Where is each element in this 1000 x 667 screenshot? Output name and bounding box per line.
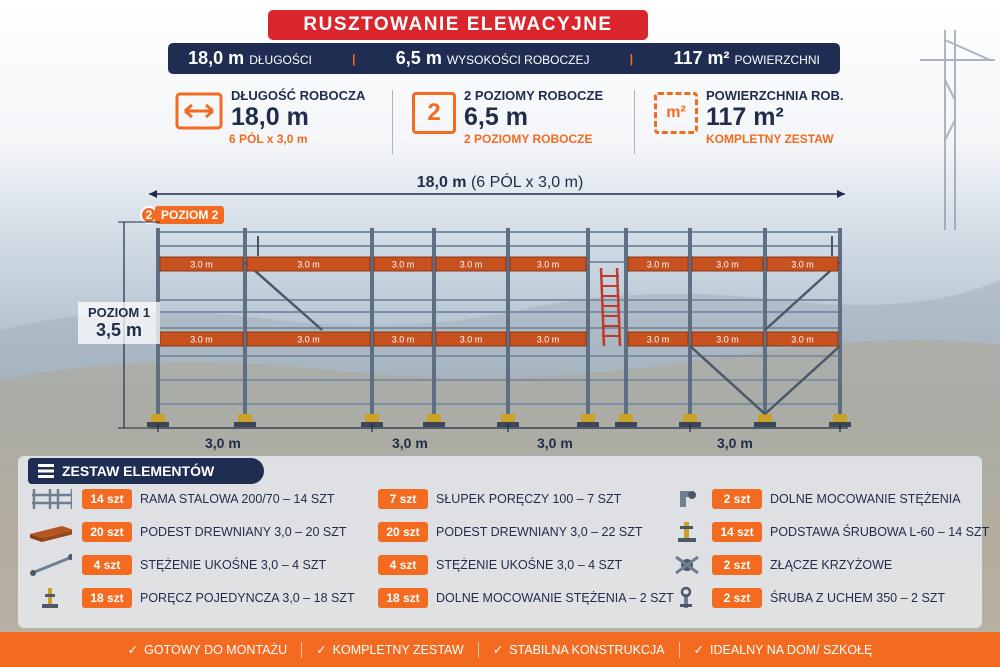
item-text: DOLNE MOCOWANIE STĘŻENIA – 2 SZT <box>436 591 674 605</box>
elements-col-3 <box>672 487 989 610</box>
base-jack <box>365 414 379 422</box>
footer-text: STABILNA KONSTRUKCJA <box>509 642 665 657</box>
list-item <box>28 553 355 577</box>
frame-icon <box>28 487 72 511</box>
plank-label: 3.0 m <box>716 259 739 270</box>
total-dim-sub: (6 PÓL x 3,0 m) <box>470 174 584 191</box>
item-text: ŚRUBA Z UCHEM 350 – 2 SZT <box>770 591 946 605</box>
list-item <box>28 586 355 610</box>
base-jack <box>683 414 697 422</box>
qty-badge: 7 szt <box>378 489 428 509</box>
base-jack <box>758 414 772 422</box>
level1-tag <box>78 302 160 344</box>
qty-badge: 4 szt <box>378 555 428 575</box>
base-jack <box>427 414 441 422</box>
footer-item <box>680 642 887 657</box>
length-label: DŁUGOŚCI <box>249 53 312 67</box>
height-label: WYSOKOŚCI ROBOCZEJ <box>446 53 590 67</box>
length-value: 18,0 m <box>188 48 245 68</box>
brace-icon <box>28 553 72 577</box>
check-icon: ✓ <box>127 643 139 657</box>
list-item <box>672 487 989 511</box>
check-icon: ✓ <box>316 643 327 657</box>
item-text: PORĘCZ POJEDYNCZA 3,0 – 18 SZT <box>140 591 355 605</box>
footer-bar <box>0 632 1000 667</box>
item-text: RAMA STALOWA 200/70 – 14 SZT <box>140 492 335 506</box>
plank-label: 3.0 m <box>297 334 320 345</box>
list-item <box>378 520 674 544</box>
plank-label: 3.0 m <box>459 334 483 345</box>
plank-label: 3.0 m <box>297 259 320 270</box>
base-jack <box>833 414 847 422</box>
bay-dimension: 3,0 m <box>717 435 753 451</box>
diagonal-brace <box>245 259 322 330</box>
item-text: PODEST DREWNIANY 3,0 – 22 SZT <box>436 525 643 539</box>
bay-dimension: 3,0 m <box>537 435 573 451</box>
stat-value: 18,0 m <box>231 103 309 131</box>
base-jack <box>151 414 165 422</box>
list-icon <box>38 464 54 478</box>
list-item <box>378 553 674 577</box>
qty-badge: 2 szt <box>712 489 762 509</box>
stat-value: 6,5 m <box>464 103 528 131</box>
plank-label: 3.0 m <box>646 334 670 345</box>
base-jack-icon <box>672 520 702 544</box>
area-value: 117 m² <box>673 48 730 68</box>
item-text: DOLNE MOCOWANIE STĘŻENIA <box>770 492 961 506</box>
stat-sub: 6 PÓL x 3,0 m <box>229 132 308 146</box>
qty-badge: 18 szt <box>82 588 132 608</box>
plank-label: 3.0 m <box>791 334 814 345</box>
stat-label: POWIERZCHNIA ROB. <box>706 88 844 103</box>
base-plate <box>234 422 256 427</box>
total-dim-value: 18,0 m <box>416 174 467 191</box>
qty-badge: 14 szt <box>712 522 762 542</box>
qty-badge: 4 szt <box>82 555 132 575</box>
plank-label: 3.0 m <box>459 259 483 270</box>
footer-item <box>302 642 478 657</box>
check-icon: ✓ <box>693 643 705 657</box>
plank-label: 3.0 m <box>536 334 560 345</box>
footer-item <box>479 642 679 657</box>
plank-label: 3.0 m <box>190 334 213 345</box>
footer-text: KOMPLETNY ZESTAW <box>332 642 464 657</box>
diagonal-brace <box>765 259 840 330</box>
plank-label: 3.0 m <box>716 334 739 345</box>
level1-height: 3,5 m <box>95 320 143 340</box>
base-plate <box>754 422 776 427</box>
separator: | <box>352 51 356 66</box>
jack-icon <box>28 586 72 610</box>
plank-label: 3.0 m <box>536 259 560 270</box>
item-text: ZŁĄCZE KRZYŻOWE <box>770 558 893 572</box>
elements-col-1 <box>28 487 355 610</box>
base-jack <box>581 414 595 422</box>
qty-badge: 20 szt <box>82 522 132 542</box>
list-item <box>378 586 674 610</box>
base-jack <box>619 414 633 422</box>
list-item <box>672 586 989 610</box>
level1-label: POZIOM 1 <box>87 305 151 320</box>
elements-title: ZESTAW ELEMENTÓW <box>62 463 215 479</box>
qty-badge: 14 szt <box>82 489 132 509</box>
plank-label: 3.0 m <box>190 259 213 270</box>
level2-number: 2 <box>140 206 158 224</box>
list-item <box>672 520 989 544</box>
plank-icon <box>28 520 72 544</box>
stat-sub: KOMPLETNY ZESTAW <box>706 132 834 146</box>
list-item <box>672 553 989 577</box>
qty-badge: 2 szt <box>712 555 762 575</box>
qty-badge: 2 szt <box>712 588 762 608</box>
levels-icon: 2 <box>412 92 456 134</box>
item-text: SŁUPEK PORĘCZY 100 – 7 SZT <box>436 492 622 506</box>
check-icon: ✓ <box>492 643 504 657</box>
base-jack <box>501 414 515 422</box>
stat-value: 117 m² <box>706 103 784 131</box>
list-item <box>378 487 674 511</box>
footer-item <box>114 642 302 657</box>
footer-text: GOTOWY DO MONTAŻU <box>144 642 288 657</box>
list-item <box>28 487 355 511</box>
qty-badge: 20 szt <box>378 522 428 542</box>
plank-label: 3.0 m <box>391 334 415 345</box>
base-plate <box>423 422 445 427</box>
separator: | <box>629 51 634 66</box>
page-title: RUSZTOWANIE ELEWACYJNE <box>268 10 648 40</box>
footer-text: IDEALNY NA DOM/ SZKOŁĘ <box>710 642 873 657</box>
item-text: PODSTAWA ŚRUBOWA L-60 – 14 SZT <box>770 525 990 539</box>
cross-coupler-icon <box>672 553 702 577</box>
eye-bolt-icon <box>672 586 702 610</box>
area-icon: m² <box>654 92 698 134</box>
stat-sub: 2 POZIOMY ROBOCZE <box>464 132 593 146</box>
base-plate <box>577 422 599 427</box>
height-value: 6,5 m <box>395 48 442 68</box>
level2-label: POZIOM 2 <box>155 206 224 224</box>
bay-dimension: 3,0 m <box>392 435 428 451</box>
bay-dimension: 3,0 m <box>205 435 241 451</box>
item-text: PODEST DREWNIANY 3,0 – 20 SZT <box>140 525 347 539</box>
item-text: STĘŻENIE UKOŚNE 3,0 – 4 SZT <box>436 558 623 572</box>
list-item <box>28 520 355 544</box>
stat-label: 2 POZIOMY ROBOCZE <box>464 88 604 103</box>
plank-label: 3.0 m <box>391 259 415 270</box>
plank-label: 3.0 m <box>646 259 670 270</box>
base-jack <box>238 414 252 422</box>
item-text: STĘŻENIE UKOŚNE 3,0 – 4 SZT <box>140 558 327 572</box>
plank-label: 3.0 m <box>791 259 814 270</box>
area-label: POWIERZCHNI <box>734 53 820 67</box>
brace-mount-icon <box>672 487 702 511</box>
stat-label: DŁUGOŚĆ ROBOCZA <box>231 88 366 103</box>
qty-badge: 18 szt <box>378 588 428 608</box>
elements-header <box>28 458 264 484</box>
elements-col-2 <box>378 487 674 610</box>
base-plate <box>615 422 637 427</box>
